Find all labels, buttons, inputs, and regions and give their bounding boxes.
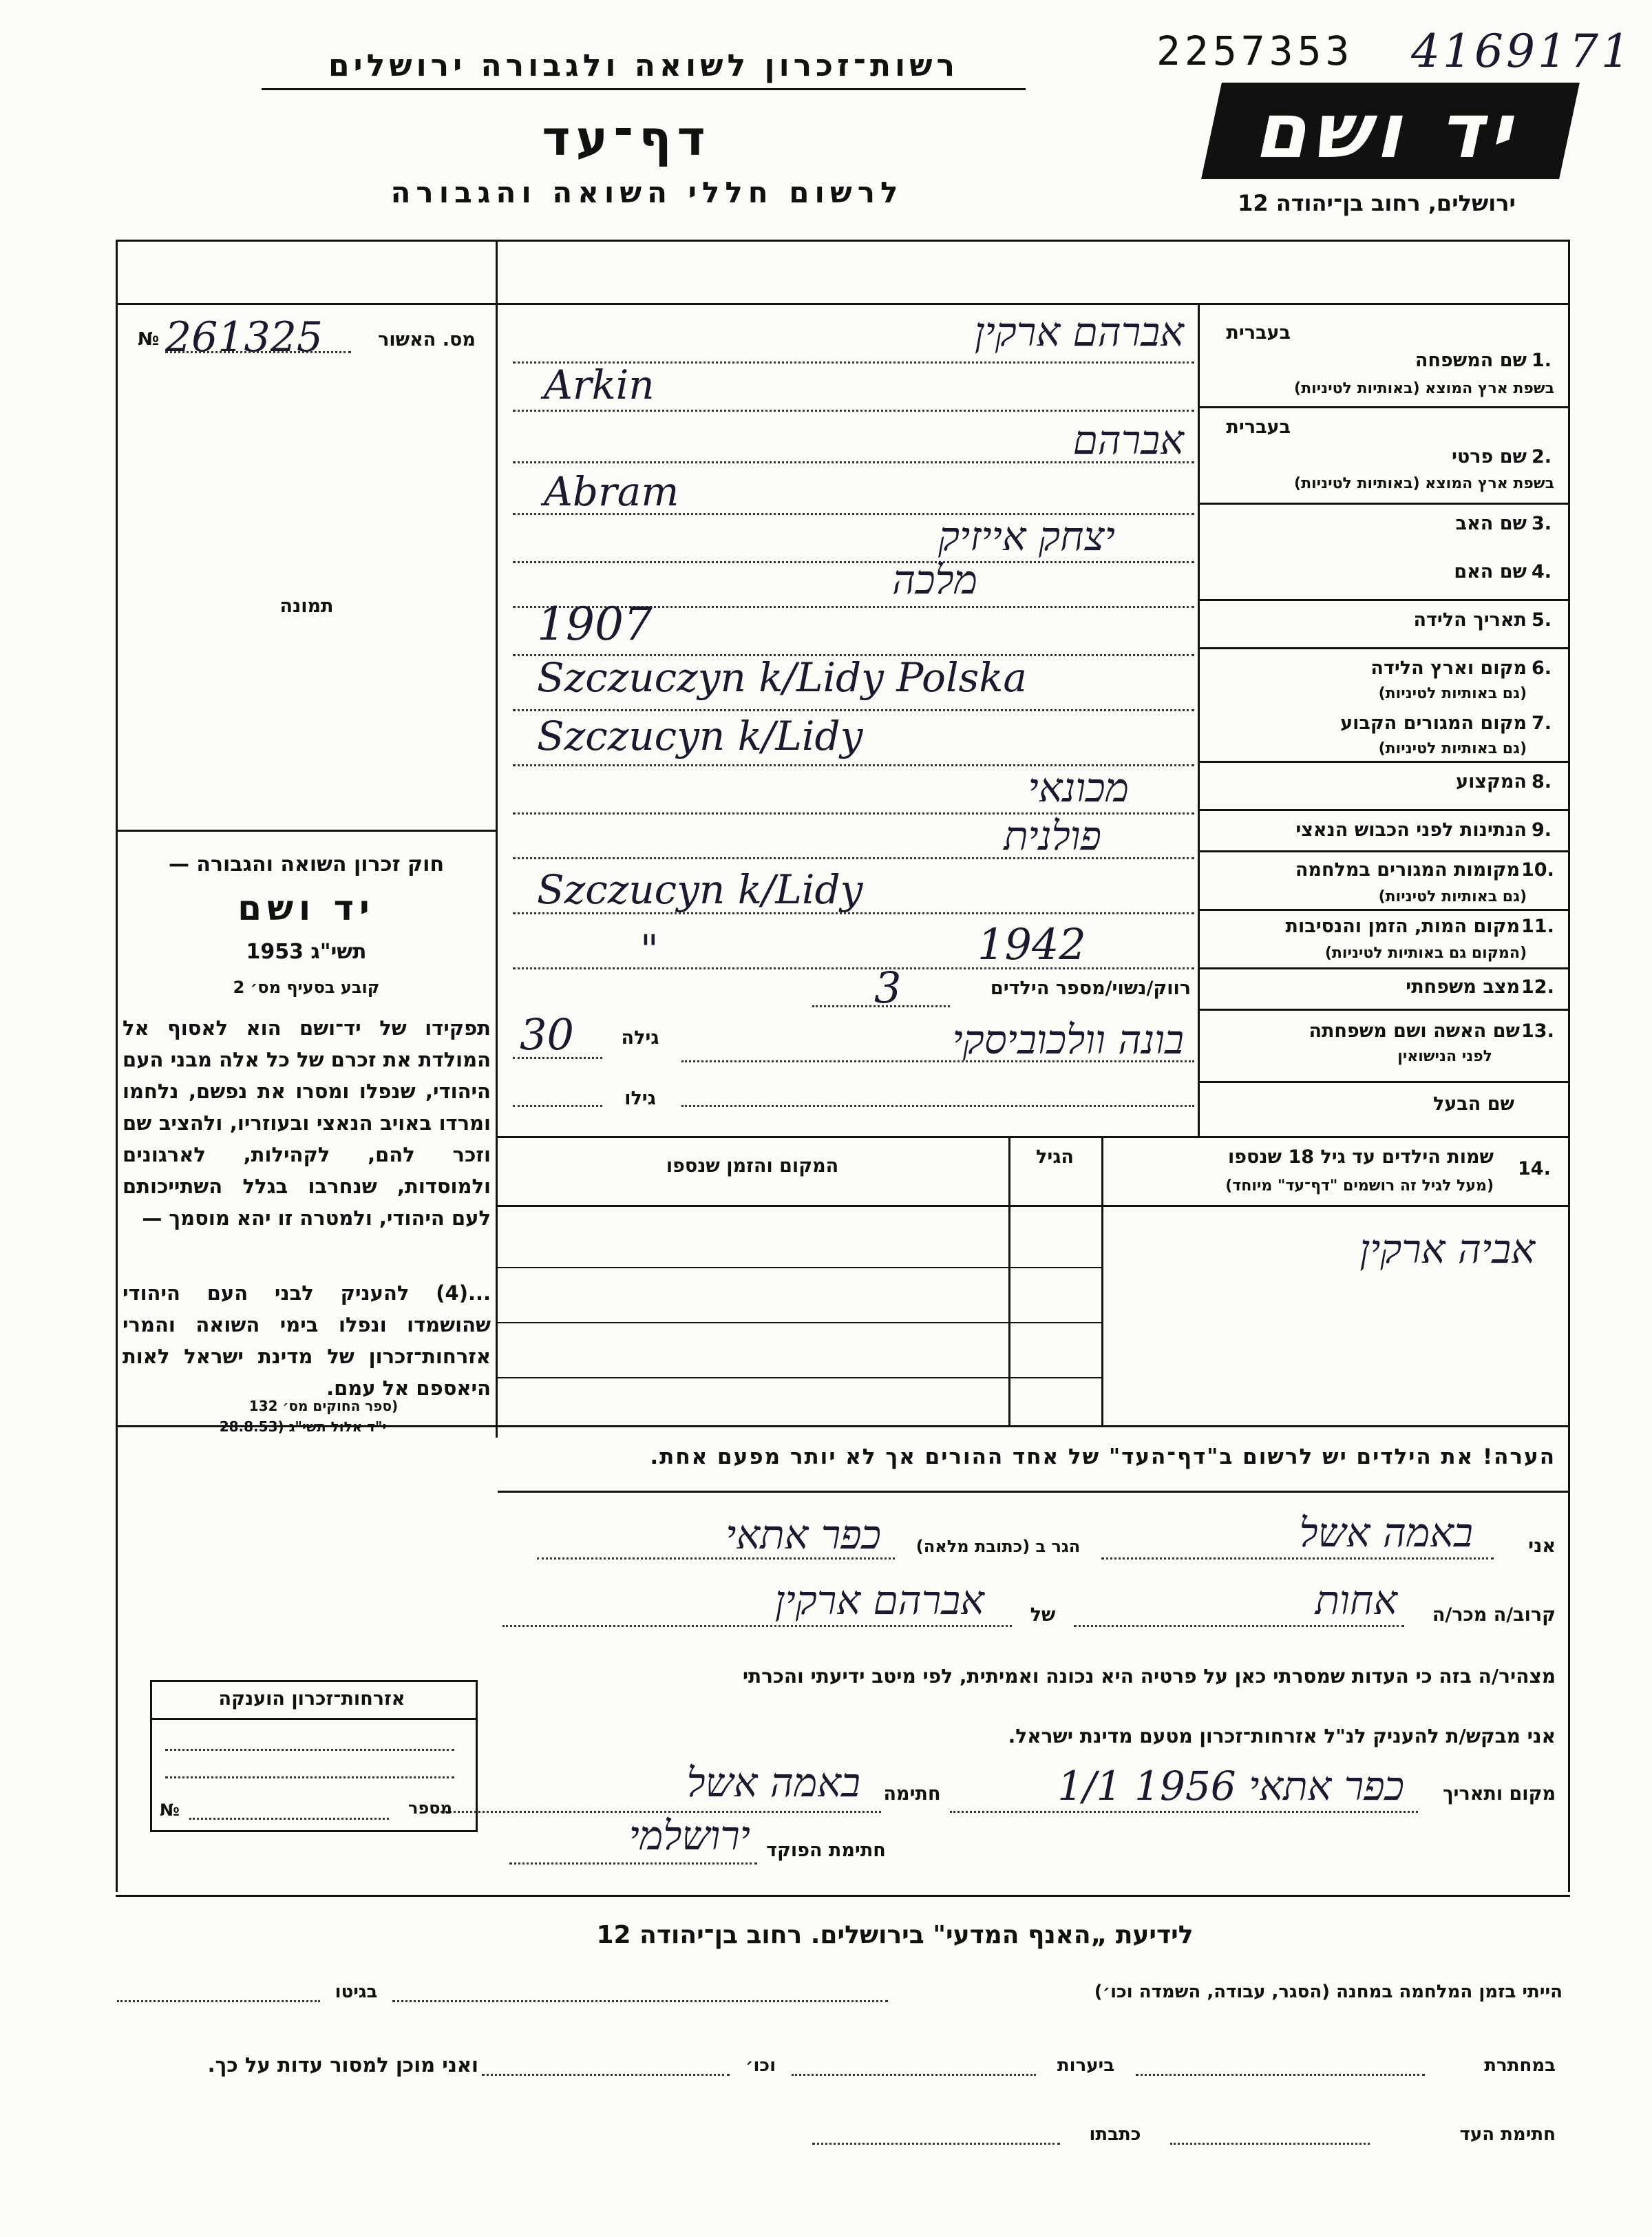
decl-resides: הגר ב (כתובת מלאה) bbox=[915, 1537, 1081, 1556]
value-wartime-residence: Szczucyn k/Lidy bbox=[537, 866, 863, 913]
footer-line bbox=[392, 2000, 888, 2002]
children-sub: (מעל לגיל זה רושמים "דף־עד" מיוחד) bbox=[1225, 1177, 1494, 1195]
approval-line bbox=[165, 351, 351, 353]
field-label-marital: מצב משפחתי bbox=[1406, 976, 1520, 998]
photo-bottom bbox=[116, 830, 498, 832]
law-body: תפקידו של יד־ושם הוא לאסוף אל המולדת את זכרם של כל אלה מבני העם היהודי, שנפלו ומסרו את נפשם, נלחמו ומרדו באויב הנאצי ובעוזריו, ולהציב שם וזכר להם, לקהילות, לארגונים ולמוסדות, שנחרבו בגלל השתייכותם לעם היהודי, ולמטרה זו יהא מוסמך — bbox=[123, 1016, 491, 1230]
children-row-line bbox=[498, 1377, 1101, 1378]
law-name: יד ושם bbox=[237, 888, 375, 928]
children-row-line bbox=[498, 1322, 1101, 1323]
footer-line3-a: חתימת העד bbox=[1459, 2124, 1556, 2145]
field-number-7: 7. bbox=[1532, 713, 1552, 734]
citizenship-box-line bbox=[165, 1776, 454, 1778]
field-label-wartime-residence: מקומות המגורים במלחמה bbox=[1295, 859, 1520, 881]
footer-line bbox=[792, 2074, 1036, 2076]
value-line bbox=[681, 1060, 1194, 1062]
decl-officer-label: חתימת הפוקד bbox=[766, 1840, 886, 1861]
field-sub-residence: (גם באותיות לטיניות) bbox=[1378, 740, 1527, 757]
label-separator bbox=[1200, 809, 1568, 811]
field-number-11: 11. bbox=[1521, 916, 1554, 937]
children-header-bottom bbox=[498, 1205, 1570, 1207]
footer-line bbox=[812, 2143, 1060, 2145]
value-wife-age: 30 bbox=[520, 1009, 574, 1060]
citizenship-box-line bbox=[165, 1749, 454, 1751]
value-family-name-latin: Arkin bbox=[544, 361, 655, 408]
decl-officer: ירושלמי bbox=[628, 1812, 750, 1859]
decl-line bbox=[537, 1557, 895, 1559]
form-subtitle: לרשום חללי השואה והגבורה bbox=[390, 176, 904, 209]
serial-printed: 2257353 bbox=[1156, 28, 1354, 74]
law-title: חוק זכרון השואה והגבורה — bbox=[168, 852, 445, 876]
citizenship-box-divider bbox=[150, 1718, 476, 1720]
field-number-2: 2. bbox=[1532, 446, 1552, 468]
field-label-death: מקום המות, הזמן והנסיבות bbox=[1285, 916, 1520, 937]
wife-age-label: גילה bbox=[621, 1027, 659, 1049]
field-number-1: 1. bbox=[1532, 350, 1552, 371]
field-label-birth-date: תאריך הלידה bbox=[1413, 609, 1527, 631]
value-line bbox=[513, 1057, 602, 1059]
children-col-place: המקום והזמן שנספו bbox=[666, 1155, 839, 1177]
label-separator bbox=[1200, 503, 1568, 505]
field-label-family-name: שם המשפחה bbox=[1415, 350, 1527, 371]
decl-line bbox=[950, 1811, 1418, 1813]
footer-line bbox=[482, 2074, 730, 2076]
authority-title: רשות־זכרון לשואה ולגבורה ירושלים bbox=[328, 48, 959, 83]
approval-label: מס. האשור bbox=[378, 329, 476, 350]
footer-line2-b: ביערות bbox=[1057, 2055, 1115, 2076]
approval-no-symbol: № bbox=[138, 329, 160, 350]
field-number-5: 5. bbox=[1532, 609, 1552, 631]
field-sub-death: (המקום גם באותיות לטיניות) bbox=[1324, 945, 1527, 962]
decl-place-date: כפר אתאי 1956 1/1 bbox=[1057, 1763, 1404, 1809]
decl-signature: באמה אשל bbox=[686, 1759, 860, 1806]
label-separator bbox=[1200, 1009, 1568, 1011]
decl-line bbox=[1074, 1625, 1404, 1627]
law-ref: (ספר החוקים מס׳ 132 bbox=[248, 1398, 399, 1414]
children-col-divider bbox=[1008, 1136, 1010, 1425]
label-separator bbox=[1200, 967, 1568, 969]
husband-age-line bbox=[513, 1105, 602, 1107]
label-separator bbox=[1200, 909, 1568, 911]
hebrew-tag-1: בעברית bbox=[1226, 322, 1291, 344]
left-column-divider bbox=[496, 240, 498, 1438]
label-separator bbox=[1200, 1081, 1568, 1083]
value-first-name-latin: Abram bbox=[544, 468, 679, 515]
decl-request: אני מבקש/ת להעניק לנ"ל אזרחות־זכרון מטעם מדינת ישראל. bbox=[1008, 1725, 1556, 1747]
value-death-ditto: " bbox=[640, 926, 659, 973]
value-line bbox=[513, 912, 1194, 914]
decl-statement: מצהיר/ה בזה כי העדות שמסרתי כאן על פרטיה היא נכונה ואמיתית, לפי מיטב ידיעתי והכרתי bbox=[742, 1665, 1556, 1688]
authority-underline bbox=[262, 88, 1026, 90]
footer-line2-c: וכו׳ bbox=[745, 2055, 776, 2076]
value-family-name-hebrew: אברהם ארקין bbox=[974, 308, 1184, 355]
footer-title: לידיעת „האנף המדעי" בירושלים. רחוב בן־יהודה 12 bbox=[596, 1921, 1194, 1949]
field-sub-wartime-residence: (גם באותיות לטיניות) bbox=[1378, 888, 1527, 905]
field-label-residence: מקום המגורים הקבוע bbox=[1340, 713, 1527, 734]
field-number-8: 8. bbox=[1532, 771, 1552, 792]
value-children-count: 3 bbox=[874, 963, 902, 1013]
serial-handwritten: 4169171 bbox=[1411, 25, 1633, 78]
citizenship-box-number-label: מספר bbox=[408, 1798, 452, 1818]
field-number-13: 13. bbox=[1521, 1020, 1554, 1042]
photo-label: תמונה bbox=[279, 596, 334, 617]
footer-line2-d: ואני מוכן למסור עדות על כך. bbox=[207, 2053, 478, 2077]
label-separator bbox=[1200, 850, 1568, 852]
decl-signature-label: חתימה bbox=[883, 1783, 941, 1805]
children-label: שמות הילדים עד גיל 18 שנספו bbox=[1227, 1146, 1494, 1168]
value-birth-date: 1907 bbox=[537, 598, 653, 651]
field-label-birth-place: מקום וארץ הלידה bbox=[1370, 658, 1527, 679]
field-number-3: 3. bbox=[1532, 513, 1552, 534]
decl-of: של bbox=[1030, 1604, 1056, 1626]
left-column-top bbox=[116, 303, 498, 305]
decl-ani: אני bbox=[1528, 1535, 1556, 1557]
citizenship-box-title: אזרחות־זכרון הוענקה bbox=[218, 1688, 405, 1710]
field-label-father: שם האב bbox=[1455, 513, 1527, 534]
field-sub-first-name: בשפת ארץ המוצא (באותיות לטיניות) bbox=[1294, 475, 1554, 492]
footer-line bbox=[117, 2000, 320, 2002]
note-bottom bbox=[498, 1491, 1570, 1493]
citizenship-box-no: № bbox=[160, 1800, 180, 1820]
frame-right bbox=[1568, 240, 1570, 1892]
decl-place-date-label: מקום ותאריך bbox=[1442, 1783, 1556, 1805]
child-name: אביה ארקין bbox=[1359, 1226, 1535, 1272]
value-line bbox=[513, 857, 1194, 859]
decl-line bbox=[1101, 1557, 1494, 1559]
yad-vashem-logo: יד ושם bbox=[1201, 83, 1580, 179]
value-first-name-hebrew: אברהם bbox=[1072, 417, 1184, 463]
value-wife: בונה וולכוביסקי bbox=[952, 1016, 1184, 1063]
value-mother: מלכה bbox=[892, 556, 977, 603]
frame-top bbox=[116, 240, 1570, 242]
citizenship-box-line bbox=[189, 1818, 389, 1820]
field-label-first-name: שם פרטי bbox=[1452, 446, 1527, 468]
field-number-6: 6. bbox=[1532, 658, 1552, 679]
law-clause-4: ...(4) להעניק לבני העם היהודי שהושמדו ונפלו בימי השואה והמרי אזרחות־זכרון של מדינת ישראל לאות היאספם אל עמם. bbox=[123, 1281, 491, 1400]
children-col-age: הגיל bbox=[1036, 1146, 1074, 1168]
law-date: י"ד אלול תשי"ג (28.8.53 bbox=[219, 1418, 387, 1435]
labels-column-divider bbox=[1198, 303, 1200, 1136]
value-line bbox=[513, 410, 1194, 412]
field-sub-wife: לפני הנישואין bbox=[1397, 1048, 1492, 1065]
value-line bbox=[513, 709, 1194, 711]
children-col-divider bbox=[1101, 1136, 1103, 1425]
children-row-line bbox=[498, 1267, 1101, 1268]
decl-witness-name: באמה אשל bbox=[1299, 1509, 1473, 1556]
value-birth-place: Szczuczyn k/Lidy Polska bbox=[537, 654, 1028, 701]
field-label-profession: המקצוע bbox=[1456, 771, 1527, 792]
field-label-mother: שם האם bbox=[1454, 561, 1527, 582]
fields-top bbox=[498, 303, 1570, 305]
husband-name-line bbox=[681, 1105, 1194, 1107]
footer-line3-b: כתבתו bbox=[1089, 2124, 1141, 2145]
value-death-year: 1942 bbox=[977, 919, 1086, 969]
value-line bbox=[812, 1005, 950, 1007]
frame-left bbox=[116, 240, 118, 1892]
label-separator bbox=[1200, 599, 1568, 601]
label-separator bbox=[1200, 761, 1568, 763]
label-separator bbox=[1200, 406, 1568, 408]
field-label-citizenship: הנתינות לפני הכבוש הנאצי bbox=[1295, 819, 1527, 841]
husband-age-label: גילו bbox=[624, 1088, 656, 1109]
children-header-top bbox=[498, 1136, 1570, 1138]
law-clause: קובע בסעיף מס׳ 2 bbox=[233, 978, 380, 997]
approval-number: 261325 bbox=[165, 313, 324, 361]
field-label-wife: שם האשה ושם משפחתה bbox=[1309, 1020, 1520, 1042]
decl-line bbox=[502, 1625, 1012, 1627]
field-number-9: 9. bbox=[1532, 819, 1552, 841]
decl-of-name: אברהם ארקין bbox=[774, 1577, 984, 1624]
value-citizenship: פולנית bbox=[1004, 812, 1101, 859]
field-sub-birth-place: (גם באותיות לטיניות) bbox=[1378, 685, 1527, 702]
value-marital-label: רווק/נשוי/מספר הילדים bbox=[990, 978, 1191, 999]
field-number-12: 12. bbox=[1521, 976, 1554, 998]
declaration-bottom bbox=[116, 1895, 1570, 1897]
children-number: 14. bbox=[1518, 1158, 1551, 1179]
label-separator bbox=[1200, 647, 1568, 649]
decl-relation: אחות bbox=[1315, 1577, 1397, 1624]
field-number-4: 4. bbox=[1532, 561, 1552, 582]
value-line bbox=[513, 461, 1194, 463]
note: הערה! את הילדים יש לרשום ב"דף־העד" של אחד ההורים אך לא יותר מפעם אחת. bbox=[650, 1445, 1556, 1469]
decl-relative-label: קרוב/ה מכר/ה bbox=[1432, 1604, 1556, 1626]
value-line bbox=[513, 967, 1194, 969]
footer-line bbox=[1170, 2143, 1370, 2145]
address: ירושלים, רחוב בן־יהודה 12 bbox=[1238, 190, 1516, 216]
law-year: תשי"ג 1953 bbox=[246, 940, 367, 964]
footer-line1-a: הייתי בזמן המלחמה במחנה (הסגר, עבודה, השמדה וכו׳) bbox=[1094, 1982, 1563, 2002]
footer-line1-b: בגיטו bbox=[335, 1982, 378, 2002]
decl-address: כפר אתאי bbox=[726, 1511, 881, 1558]
decl-line bbox=[509, 1862, 757, 1865]
hebrew-tag-2: בעברית bbox=[1226, 417, 1291, 438]
footer-line2-a: במחתרת bbox=[1484, 2055, 1556, 2076]
value-profession: מכונאי bbox=[1028, 764, 1129, 811]
field-sub-family-name: בשפת ארץ המוצא (באותיות לטיניות) bbox=[1294, 380, 1554, 397]
footer-line bbox=[1136, 2074, 1425, 2076]
value-father: יצחק אייזיק bbox=[938, 513, 1115, 560]
field-label-husband: שם הבעל bbox=[1432, 1093, 1514, 1115]
form-title: דף־עד bbox=[542, 110, 711, 167]
field-number-10: 10. bbox=[1521, 859, 1554, 881]
value-residence: Szczucyn k/Lidy bbox=[537, 713, 863, 759]
